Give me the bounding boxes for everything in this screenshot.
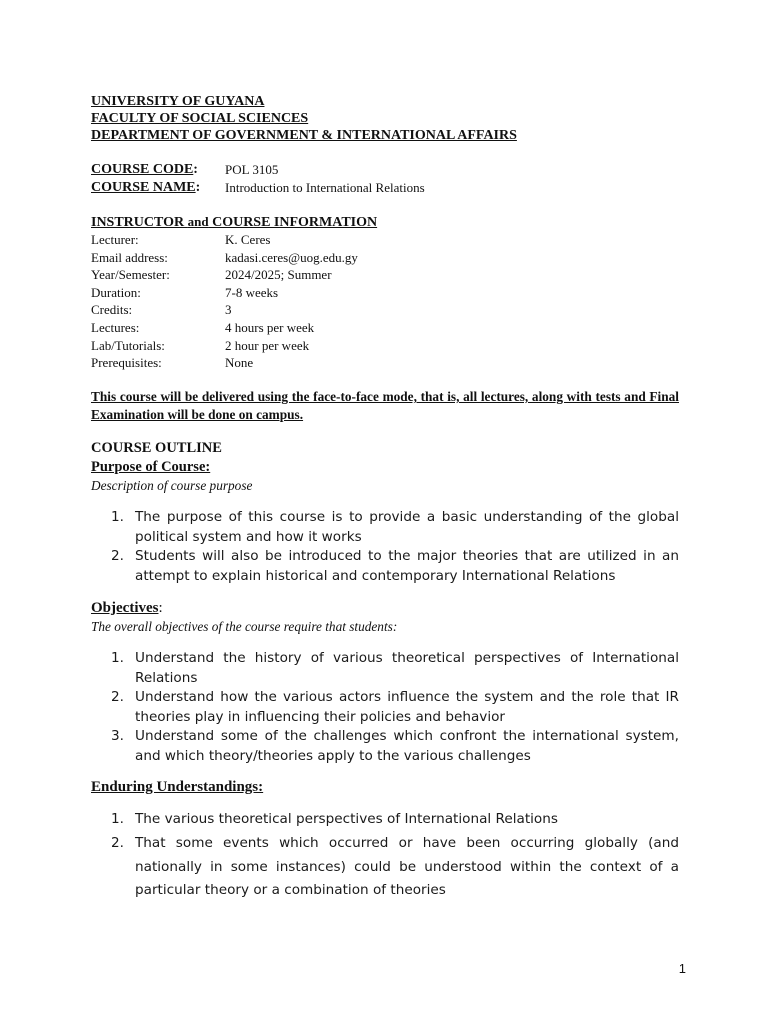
info-row-lectures [91,319,679,337]
course-name-label: COURSE NAME: [91,179,201,195]
list-item: 2. Students will also be introduced to the major theories that are utilized in an attempt to explain historical and contemporary International Relations [111,548,679,584]
faculty-name: FACULTY OF SOCIAL SCIENCES [91,111,309,126]
course-identification [91,161,679,196]
info-label: Lab/Tutorials: [91,337,165,353]
course-name-row [91,179,679,197]
info-label: Lecturer: [91,232,139,247]
course-code-row [91,161,679,179]
email-address: kadasi.ceres@uog.edu.gy [225,249,358,265]
info-row-semester [91,266,679,284]
info-label: Duration: [91,284,141,300]
objectives-heading: Objectives: [91,600,163,616]
info-value: 4 hours per week [225,319,315,335]
course-code-value: POL 3105 [225,162,279,177]
info-value: K. Ceres [225,232,271,247]
info-value: 7-8 weeks [225,284,279,300]
info-row-tutorials [91,337,679,355]
info-value: 3 [225,302,232,318]
page-number: 1 [678,961,686,976]
list-item: 2. Understand how the various actors influence the system and the role that IR theories play in influencing their policies and behavior [111,689,679,725]
info-label: Year/Semester: [91,267,170,283]
course-name-value: Introduction to International Relations [225,179,425,195]
info-value: 2024/2025; Summer [225,267,332,283]
department-name: DEPARTMENT OF GOVERNMENT & INTERNATIONAL AFFAIRS [91,128,517,143]
purpose-list [91,508,679,586]
list-item: 2. That some events which occurred or have been occurring globally (and nationally in some instances) could be understood within the context of a particular theory or a combination of theories [111,834,679,899]
course-code-label: COURSE CODE: [91,162,198,177]
delivery-mode-notice: This course will be delivered using the face-to-face mode, that is, all lectures, along with tests and Final Examination will be done on campus. [91,389,679,422]
info-label: Prerequisites: [91,355,162,371]
enduring-understandings-list [91,808,679,903]
info-label: Email address: [91,249,168,265]
info-row-email [91,249,679,267]
info-row-prerequisites [91,354,679,372]
info-value: 2 hour per week [225,337,310,353]
info-value: None [225,355,254,371]
instructor-info-heading: INSTRUCTOR and COURSE INFORMATION [91,214,378,230]
list-item: 3. Understand some of the challenges which confront the international system, and which theory/theories apply to the various challenges [111,728,679,764]
objectives-description: The overall objectives of the course require that students: [91,619,398,634]
document-header [91,93,679,144]
list-item: 1. The purpose of this course is to provide a basic understanding of the global political system and how it works [111,509,679,545]
instructor-info-table [91,231,679,372]
info-row-duration [91,284,679,302]
list-item: 1. The various theoretical perspectives of International Relations [111,811,558,827]
university-name: UNIVERSITY OF GUYANA [91,94,265,109]
course-outline-heading: COURSE OUTLINE [91,440,222,456]
enduring-understandings-heading: Enduring Understandings: [91,779,264,795]
info-row-lecturer [91,231,679,249]
info-row-credits [91,301,679,319]
info-label: Credits: [91,302,133,318]
objectives-list [91,649,679,766]
purpose-description: Description of course purpose [91,478,253,493]
list-item: 1. Understand the history of various theoretical perspectives of International Relations [111,650,679,686]
purpose-heading: Purpose of Course: [91,459,211,475]
info-label: Lectures: [91,319,140,335]
